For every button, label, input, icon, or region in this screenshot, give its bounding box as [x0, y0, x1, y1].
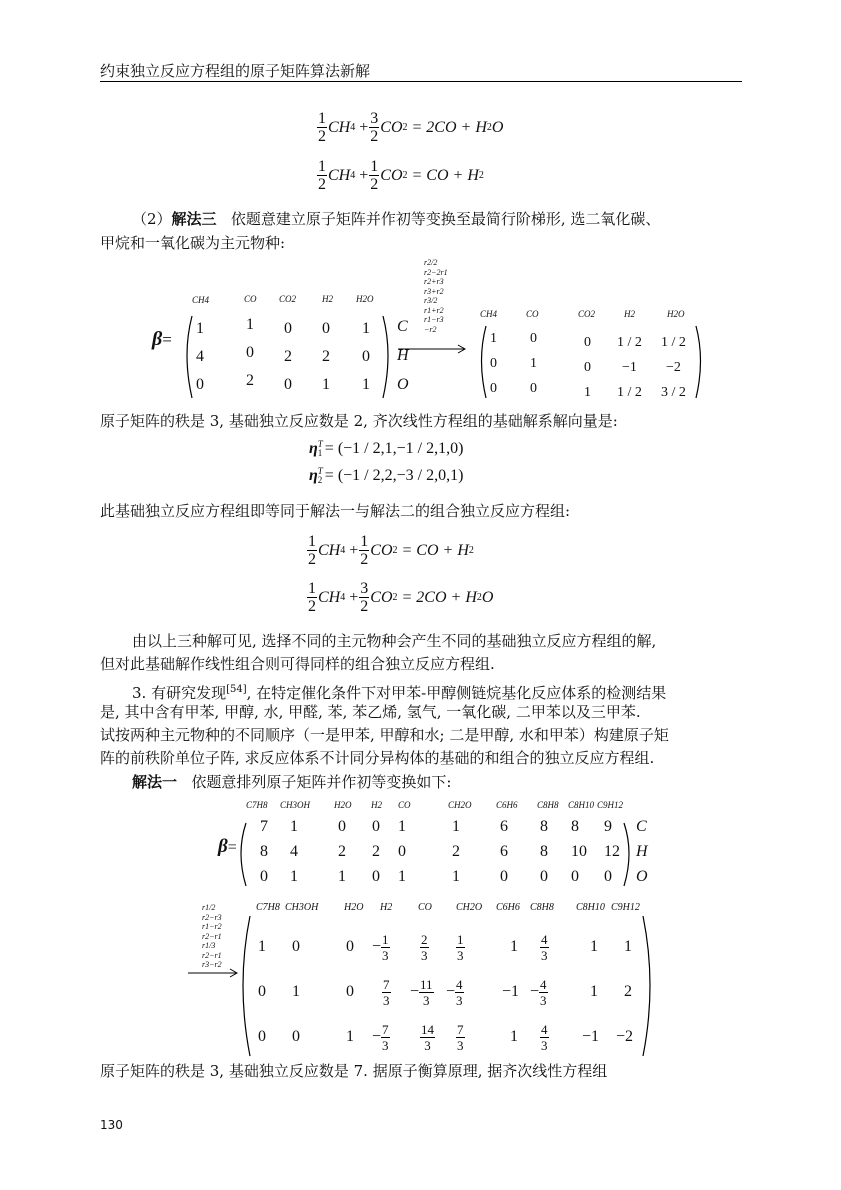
matrix2-cell: 1: [398, 868, 406, 885]
matrix3-cell: 7 3: [383, 976, 390, 1008]
matrix2-col: H2: [371, 800, 382, 810]
eta-vector-1: η T 1 = (−1 / 2,1,−1 / 2,1,0): [309, 439, 464, 458]
matrix2-cell: 1: [290, 868, 298, 885]
result1-cell: 3 / 2: [661, 385, 686, 400]
matrix3-col: C6H6: [496, 902, 520, 913]
equation-mid-1: 1 2 CH 4 + 1 2 CO 2 = CO + H 2: [308, 533, 474, 568]
matrix2-cell: 12: [604, 843, 620, 860]
matrix3-cell: 4 3: [541, 931, 548, 963]
matrix3-cell: 1: [258, 938, 266, 955]
paragraph-conclusion-line2: 但对此基础解作线性组合则可得同样的组合独立反应方程组.: [100, 655, 495, 673]
matrix2-row-label-c: C: [636, 818, 647, 835]
matrix2-cell: 0: [372, 868, 380, 885]
beta-symbol-2: β=: [218, 836, 237, 857]
matrix2-cell: 8: [260, 843, 268, 860]
matrix1-row-label-c: C: [397, 318, 408, 335]
matrix3-cell: −1: [502, 983, 520, 1000]
matrix2-cell: 2: [452, 843, 460, 860]
paragraph-problem-3-line4: 阵的前秩阶单位子阵, 求反应体系不计同分异构体的基础的和组合的独立反应方程组.: [100, 749, 655, 767]
matrix2-cell: 4: [290, 843, 298, 860]
matrix1-cell: 0: [322, 320, 330, 337]
paragraph-method-one: 解法一 依题意排列原子矩阵并作初等变换如下:: [132, 773, 452, 791]
result1-cell: 1 / 2: [661, 335, 686, 350]
result1-cell: 1: [530, 356, 537, 371]
matrix3-cell: 2 3: [421, 931, 428, 963]
result1-cell: 0: [490, 356, 497, 371]
matrix3-cell: −1: [582, 1028, 600, 1045]
result1-cell: 0: [584, 335, 591, 350]
matrix1-cell: 2: [246, 372, 254, 389]
result1-cell: 0: [530, 381, 537, 396]
matrix2-col: CH3OH: [280, 800, 311, 810]
matrix2-col: C9H12: [597, 800, 624, 810]
result1-col: CO: [526, 309, 539, 319]
matrix3-cell: 0: [292, 1028, 300, 1045]
result1-cell: 0: [584, 360, 591, 375]
matrix2-cell: 1: [398, 818, 406, 835]
paragraph-problem-3-line3: 试按两种主元物种的不同顺序（一是甲苯, 甲醇和水; 二是甲醇, 水和甲苯）构建原子矩: [100, 726, 669, 744]
result1-col: CO2: [578, 309, 596, 319]
matrix1-cell: 2: [284, 348, 292, 365]
matrix2-cell: 0: [500, 868, 508, 885]
matrix2-cell: 0: [338, 818, 346, 835]
matrix1-cell: 1: [246, 316, 254, 333]
matrix2-col: C8H8: [537, 800, 559, 810]
matrix1-col-h2: H2: [322, 294, 333, 304]
matrix3-cell: 0: [258, 1028, 266, 1045]
matrix3-col: H2: [380, 902, 393, 913]
equation-top-2: 1 2 CH 4 + 1 2 CO 2 = CO + H 2: [318, 158, 484, 193]
matrix3-col: H2O: [344, 902, 364, 913]
matrix3-cell: − $\frac{7}{3}$: [372, 1021, 389, 1053]
matrix2-cell: 0: [260, 868, 268, 885]
matrix2-cell: 8: [540, 818, 548, 835]
matrix2-cell: 0: [604, 868, 612, 885]
matrix2-cell: 1: [290, 818, 298, 835]
paragraph-rank: 原子矩阵的秩是 3, 基础独立反应数是 2, 齐次线性方程组的基础解系解向量是:: [100, 412, 618, 430]
matrix3-cell: 1: [624, 938, 632, 955]
matrix3-col: C8H10: [576, 902, 605, 913]
matrix2-row-label-o: O: [636, 868, 648, 885]
paragraph-problem-3: 3. 有研究发现[54], 在特定催化条件下对甲苯-甲醇侧链烷基化反应体系的检测结果: [132, 684, 667, 702]
matrix3-col: CH3OH: [285, 902, 319, 913]
matrix2-col: C8H10: [568, 800, 595, 810]
matrix2-col: CO: [398, 800, 411, 810]
matrix2-cell: 6: [500, 843, 508, 860]
matrix3-cell: − $\frac{4}{3}$: [530, 976, 547, 1008]
matrix1-cell: 1: [362, 376, 370, 393]
paragraph-conclusion: 由以上三种解可见, 选择不同的主元物种会产生不同的基础独立反应方程组的解,: [132, 632, 657, 650]
matrix2-cell: 2: [372, 843, 380, 860]
matrix3-col: C7H8: [256, 902, 280, 913]
matrix1-cell: 1: [196, 320, 204, 337]
matrix1-cell: 1: [362, 320, 370, 337]
matrix2-col: CH2O: [448, 800, 472, 810]
matrix2-cell: 2: [338, 843, 346, 860]
matrix2-cell: 1: [338, 868, 346, 885]
paragraph-method-three: （2）解法三 依题意建立原子矩阵并作初等变换至最简行阶梯形, 选二氧化碳、: [132, 210, 661, 228]
matrix2-cell: 1: [452, 818, 460, 835]
matrix3-col: C8H8: [530, 902, 554, 913]
matrix2-cell: 0: [372, 818, 380, 835]
matrix3-cell: 7 3: [457, 1021, 464, 1053]
matrix1-cell: 2: [322, 348, 330, 365]
matrix2-cell: 6: [500, 818, 508, 835]
result1-cell: 0: [530, 331, 537, 346]
result1-cell: 0: [490, 381, 497, 396]
beta-symbol: β=: [152, 328, 172, 350]
matrix3-cell: 0: [292, 938, 300, 955]
matrix3-cell: 1: [292, 983, 300, 1000]
matrix3-cell: 1 3: [457, 931, 464, 963]
matrix3-col: CO: [418, 902, 432, 913]
matrix3-cell: 1: [510, 1028, 518, 1045]
matrix2-col: C6H6: [496, 800, 518, 810]
matrix2-cell: 8: [540, 843, 548, 860]
eta-vector-2: η T 2 = (−1 / 2,2,−3 / 2,0,1): [309, 466, 464, 485]
matrix1-cell: 0: [196, 376, 204, 393]
result1-cell: 1 / 2: [617, 335, 642, 350]
matrix3-cell: 14 3: [421, 1021, 434, 1053]
matrix3-cell: − $\frac{4}{3}$: [446, 976, 463, 1008]
matrix1-col-h2o: H2O: [356, 294, 374, 304]
result1-col: CH4: [480, 309, 498, 319]
result1-cell: 1: [490, 331, 497, 346]
result1-cell: 1: [584, 385, 591, 400]
matrix3-col: CH2O: [456, 902, 483, 913]
matrix1-cell: 1: [322, 376, 330, 393]
result1-cell: 1 / 2: [617, 385, 642, 400]
matrix3-cell: 1: [590, 983, 598, 1000]
matrix2-cell: 10: [571, 843, 587, 860]
matrix2-cell: 8: [571, 818, 579, 835]
matrix1-cell: 0: [362, 348, 370, 365]
matrix3-col: C9H12: [611, 902, 640, 913]
matrix3-cell: − $\frac{1}{3}$: [372, 931, 389, 963]
matrix2-col: H2O: [334, 800, 352, 810]
paragraph-method-three-line2: 甲烷和一氧化碳为主元物种:: [100, 234, 286, 252]
matrix3-cell: 0: [346, 983, 354, 1000]
equation-top-1: 1 2 CH 4 + 3 2 CO 2 = 2CO + H 2 O: [318, 110, 504, 145]
matrix2-cell: 0: [571, 868, 579, 885]
equation-mid-2: 1 2 CH 4 + 3 2 CO 2 = 2CO + H 2 O: [308, 580, 494, 615]
paragraph-rank-7: 原子矩阵的秩是 3, 基础独立反应数是 7. 据原子衡算原理, 据齐次线性方程组: [100, 1062, 608, 1080]
matrix3-cell: 2: [624, 983, 632, 1000]
matrix2-col: C7H8: [246, 800, 268, 810]
paragraph-problem-3-line2: 是, 其中含有甲苯, 甲醇, 水, 甲醛, 苯, 苯乙烯, 氢气, 一氧化碳, 二甲苯以及三甲苯.: [100, 703, 641, 721]
matrix2-cell: 7: [260, 818, 268, 835]
matrix1-cell: 0: [246, 344, 254, 361]
matrix3-row-operations: r1/2 r2−r3 r1−r2 r2−r1 r1/3 r2−r1 r3−r2: [202, 903, 222, 969]
matrix1-cell: 4: [196, 348, 204, 365]
matrix2-row-label-h: H: [636, 843, 648, 860]
matrix2-cell: 1: [452, 868, 460, 885]
matrix3-cell: 1: [590, 938, 598, 955]
matrix3-cell: 1: [346, 1028, 354, 1045]
matrix1-row-label-o: O: [397, 376, 409, 393]
matrix3-cell: 0: [346, 938, 354, 955]
page-number: 130: [100, 1118, 123, 1132]
matrix1-row-label-h: H: [397, 347, 409, 364]
result1-cell: −2: [666, 360, 681, 375]
matrix3-cell: 4 3: [541, 1021, 548, 1053]
matrix1-col-co2: CO2: [279, 294, 297, 304]
matrix3-cell: −2: [616, 1028, 634, 1045]
matrix2-cell: 0: [398, 843, 406, 860]
matrix3-cell: − $\frac{11}{3}$: [410, 976, 433, 1008]
matrix3-cell: 0: [258, 983, 266, 1000]
matrix3-cell: 1: [510, 938, 518, 955]
paragraph-equivalent: 此基础独立反应方程组即等同于解法一与解法二的组合独立反应方程组:: [100, 502, 571, 520]
matrix2-cell: 0: [540, 868, 548, 885]
matrix2-cell: 9: [604, 818, 612, 835]
matrix1-cell: 0: [284, 320, 292, 337]
running-header: 约束独立反应方程组的原子矩阵算法新解: [100, 62, 371, 80]
matrix1-col-ch4: CH4: [192, 295, 210, 305]
matrix1-cell: 0: [284, 376, 292, 393]
matrix1-col-co: CO: [244, 294, 257, 304]
result1-col: H2O: [667, 309, 685, 319]
result1-cell: −1: [622, 360, 637, 375]
matrix1-row-operations: r2/2 r2−2r1 r2+r3 r3+r2 r3/2 r1+r2 r1−r3 −r2: [424, 258, 448, 334]
result1-col: H2: [624, 309, 635, 319]
